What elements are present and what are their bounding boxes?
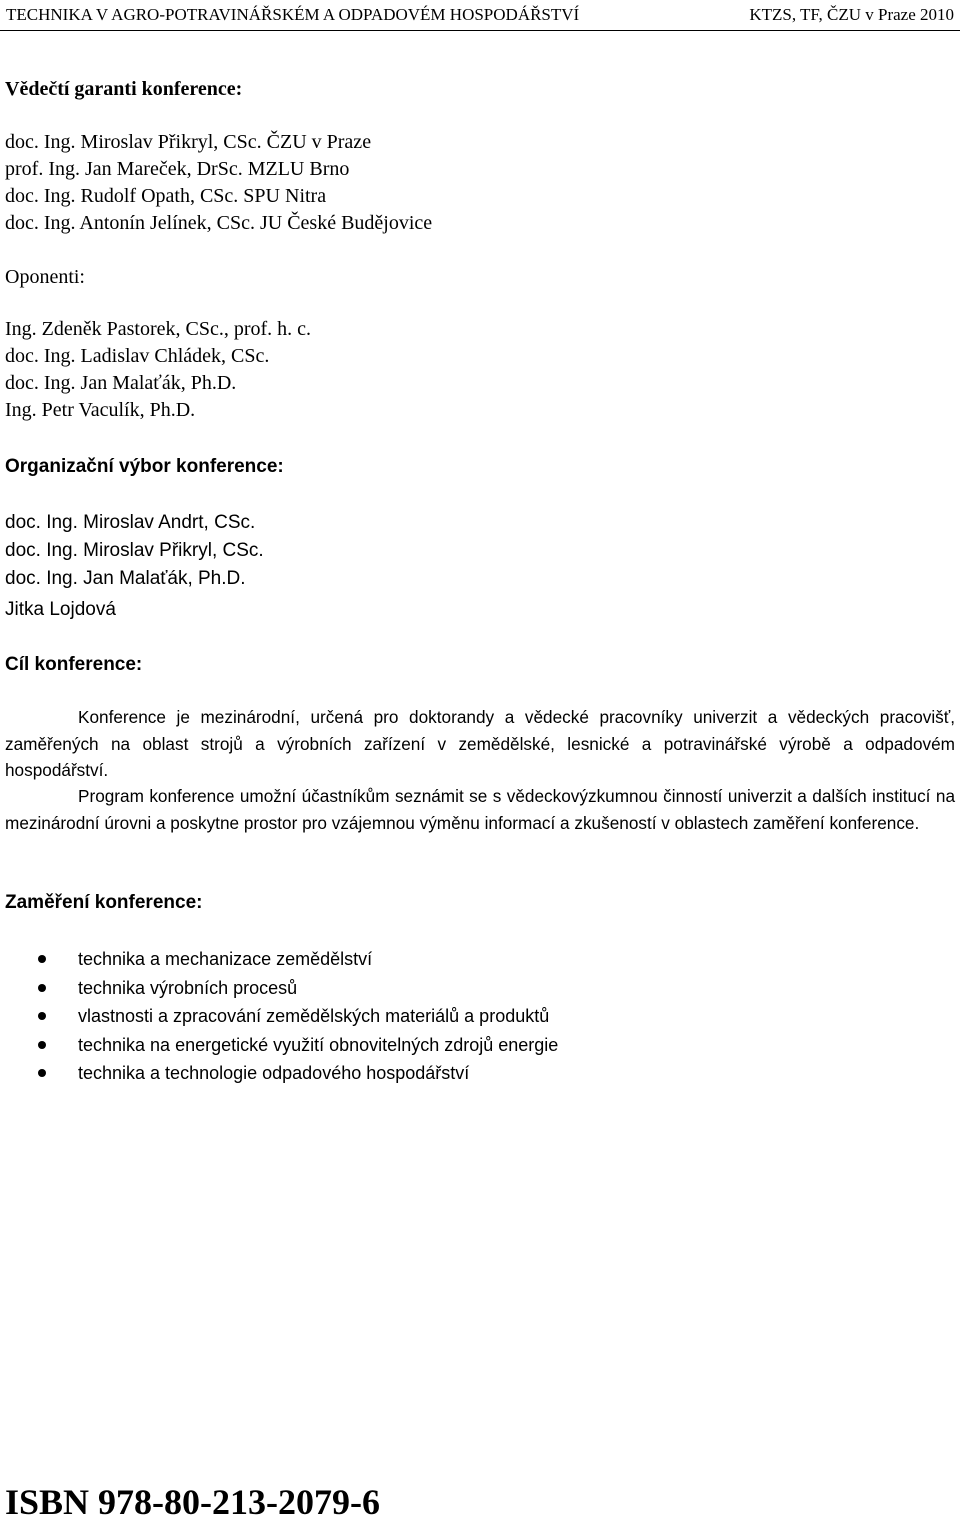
bullet-icon bbox=[38, 1069, 46, 1077]
focus-heading: Zaměření konference: bbox=[5, 892, 203, 913]
header-title: TECHNIKA V AGRO-POTRAVINÁŘSKÉM A ODPADOVÉM HOSPODÁŘSTVÍ bbox=[6, 5, 580, 24]
header-institution: KTZS, TF, ČZU v Praze 2010 bbox=[749, 5, 954, 24]
page-header bbox=[0, 0, 960, 31]
guarantor-item: prof. Ing. Jan Mareček, DrSc. MZLU Brno bbox=[5, 158, 350, 180]
goal-heading: Cíl konference: bbox=[5, 654, 143, 675]
opponent-item: doc. Ing. Jan Malaťák, Ph.D. bbox=[5, 372, 237, 394]
opponent-item: Ing. Petr Vaculík, Ph.D. bbox=[5, 399, 196, 421]
committee-item: doc. Ing. Miroslav Andrt, CSc. bbox=[5, 512, 256, 533]
isbn: ISBN 978-80-213-2079-6 bbox=[5, 1482, 380, 1522]
committee-item: doc. Ing. Miroslav Přikryl, CSc. bbox=[5, 540, 264, 561]
opponents-heading: Oponenti: bbox=[5, 266, 85, 288]
goal-paragraph-1 bbox=[5, 704, 955, 784]
guarantor-item: doc. Ing. Miroslav Přikryl, CSc. ČZU v Praze bbox=[5, 131, 372, 153]
focus-item-text: technika a technologie odpadového hospodářství bbox=[78, 1063, 470, 1083]
bullet-icon bbox=[38, 1012, 46, 1020]
guarantor-item: doc. Ing. Rudolf Opath, CSc. SPU Nitra bbox=[5, 185, 327, 207]
goal-paragraph-1-text: Konference je mezinárodní, určená pro doktorandy a vědecké pracovníky univerzit a vědeckých pracovišť, zaměřených na oblast strojů a výrobních zařízení v zemědělské, lesnické a potravinářské výrobě a odpadovém hospodářství. bbox=[5, 707, 955, 780]
opponent-item: Ing. Zdeněk Pastorek, CSc., prof. h. c. bbox=[5, 318, 312, 340]
focus-item-text: technika a mechanizace zemědělství bbox=[78, 949, 373, 969]
focus-item-text: technika na energetické využití obnovitelných zdrojů energie bbox=[78, 1034, 559, 1055]
bullet-icon bbox=[38, 984, 46, 992]
committee-heading: Organizační výbor konference: bbox=[5, 456, 284, 477]
focus-item-text: vlastnosti a zpracování zemědělských materiálů a produktů bbox=[78, 1006, 550, 1026]
opponent-item: doc. Ing. Ladislav Chládek, CSc. bbox=[5, 345, 270, 367]
focus-item-text: technika výrobních procesů bbox=[78, 977, 298, 998]
goal-paragraph-2-text: Program konference umožní účastníkům seznámit se s vědeckovýzkumnou činností univerzit a dalších institucí na mezinárodní úrovni a poskytne prostor pro vzájemnou výměnu informací a zkušeností v oblastech zaměření konference. bbox=[5, 786, 955, 833]
bullet-icon bbox=[38, 1041, 46, 1049]
guarantors-heading: Vědečtí garanti konference: bbox=[5, 78, 243, 100]
committee-item: Jitka Lojdová bbox=[5, 599, 116, 620]
goal-paragraph-2 bbox=[5, 783, 955, 836]
guarantor-item: doc. Ing. Antonín Jelínek, CSc. JU České Budějovice bbox=[5, 212, 433, 234]
committee-item: doc. Ing. Jan Malaťák, Ph.D. bbox=[5, 568, 246, 589]
bullet-icon bbox=[38, 955, 46, 963]
